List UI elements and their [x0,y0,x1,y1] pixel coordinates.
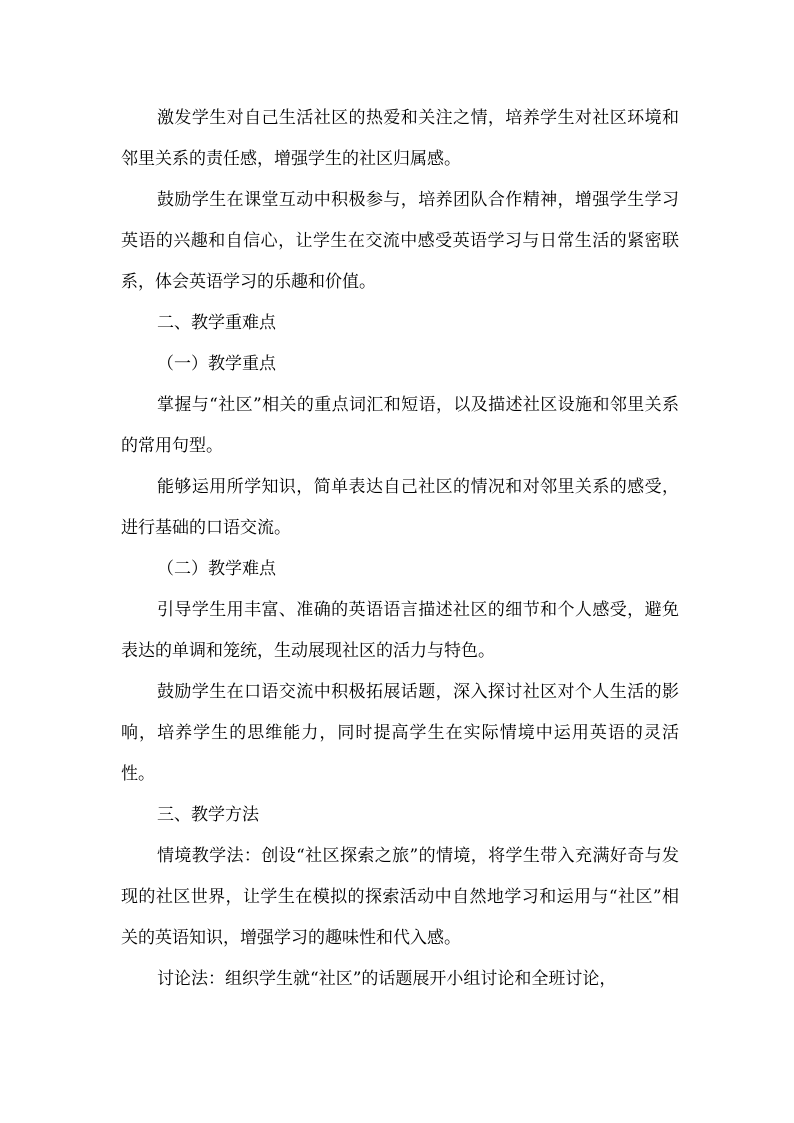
section-heading-teaching-methods: 三、教学方法 [157,805,259,825]
section-heading-key-difficult-points: 二、教学重难点 [157,313,276,333]
paragraph-goal-community-love: 激发学生对自己生活社区的热爱和关注之情，培养学生对社区环境和邻里关系的责任感，增强学生的社区归属感。 [121,108,679,169]
paragraph-difficult-description: 引导学生用丰富、准确的英语语言描述社区的细节和个人感受，避免表达的单调和笼统，生动展现社区的活力与特色。 [121,600,679,661]
paragraph-goal-participation: 鼓励学生在课堂互动中积极参与，培养团队合作精神，增强学生学习英语的兴趣和自信心，让学生在交流中感受英语学习与日常生活的紧密联系，体会英语学习的乐趣和价值。 [121,190,679,292]
paragraph-key-expression: 能够运用所学知识，简单表达自己社区的情况和对邻里关系的感受，进行基础的口语交流。 [121,477,679,538]
subheading-difficult-points: （二）教学难点 [157,559,276,579]
paragraph-difficult-discussion: 鼓励学生在口语交流中积极拓展话题，深入探讨社区对个人生活的影响，培养学生的思维能力，同时提高学生在实际情境中运用英语的灵活性。 [121,682,679,784]
document-body [121,98,679,1000]
paragraph-discussion-method: 讨论法：组织学生就“社区”的话题展开小组讨论和全班讨论， [157,969,617,989]
paragraph-key-vocabulary: 掌握与“社区”相关的重点词汇和短语，以及描述社区设施和邻里关系的常用句型。 [121,395,679,456]
subheading-key-points: （一）教学重点 [157,354,276,374]
paragraph-situational-method: 情境教学法：创设“社区探索之旅”的情境，将学生带入充满好奇与发现的社区世界，让学生在模拟的探索活动中自然地学习和运用与“社区”相关的英语知识，增强学习的趣味性和代入感。 [121,846,679,948]
